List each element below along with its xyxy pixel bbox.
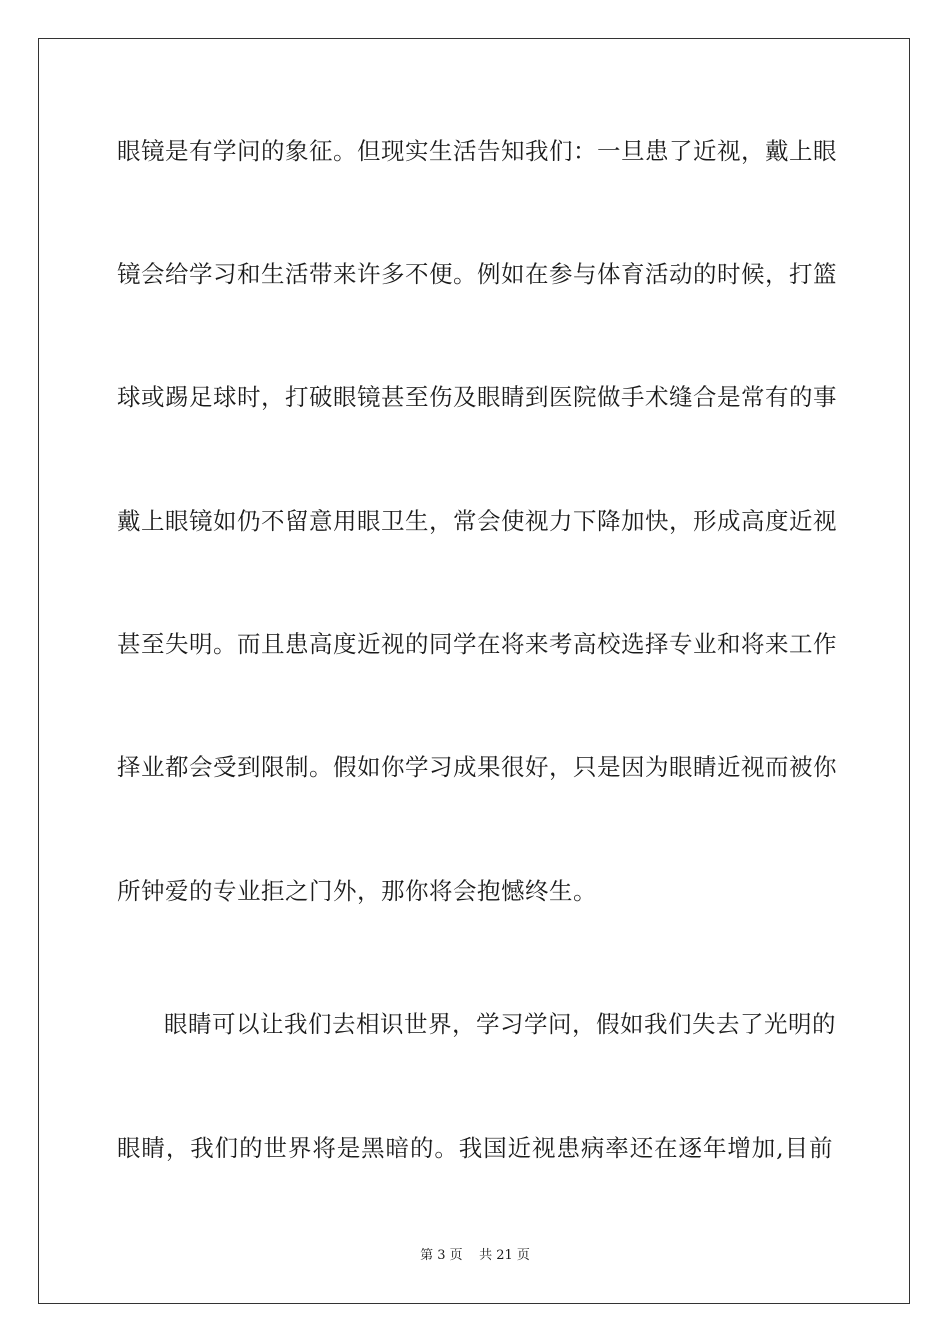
body-text-line: 戴上眼镜如仍不留意用眼卫生，常会使视力下降加快，形成高度近视 [117, 507, 837, 535]
page-number-footer: 第 3 页 共 21 页 [420, 1248, 530, 1263]
body-text-line: 球或踢足球时，打破眼镜甚至伤及眼睛到医院做手术缝合是常有的事 [117, 383, 837, 411]
body-text-line: 甚至失明。而且患高度近视的同学在将来考高校选择专业和将来工作 [117, 630, 837, 658]
body-text-line: 择业都会受到限制。假如你学习成果很好，只是因为眼睛近视而被你 [117, 753, 837, 781]
body-text-line: 眼睛，我们的世界将是黑暗的。我国近视患病率还在逐年增加,目前 [117, 1134, 833, 1162]
body-text-line: 所钟爱的专业拒之门外，那你将会抱憾终生。 [117, 877, 597, 905]
body-text-line: 眼睛可以让我们去相识世界，学习学问，假如我们失去了光明的 [164, 1010, 836, 1038]
body-text-line: 眼镜是有学问的象征。但现实生活告知我们：一旦患了近视，戴上眼 [117, 137, 837, 165]
page-border [38, 38, 910, 1304]
body-text-line: 镜会给学习和生活带来许多不便。例如在参与体育活动的时候，打篮 [117, 260, 837, 288]
